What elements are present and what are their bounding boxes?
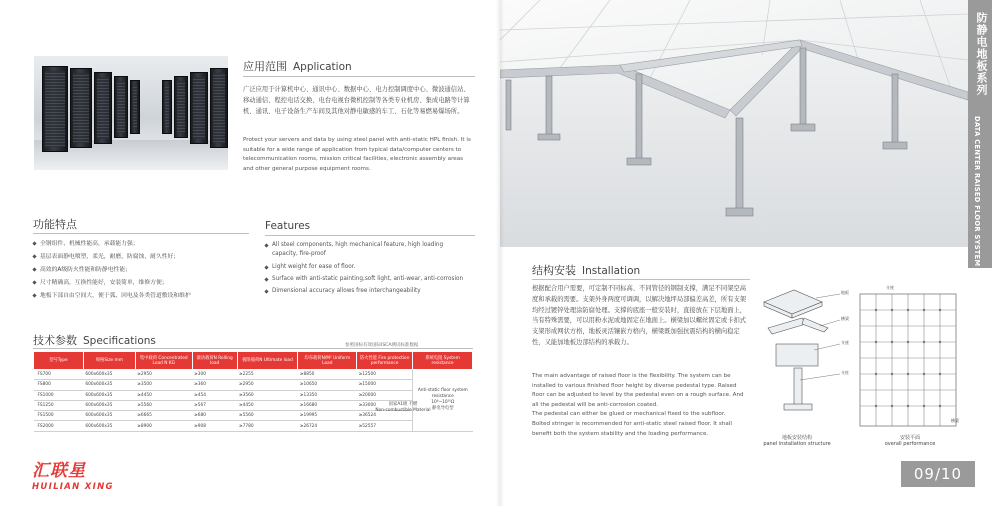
features-cn-heading xyxy=(33,216,77,232)
application-body-cn: 广泛应用于计算机中心、通讯中心、数据中心、电力控制调度中心、微波通信站、移动通信、程控电话交换、电台电视台微机控制等各类专业机房、集成电路等计算机、通讯、电子设备生产车间及其他对静电敏感的车工、石化等易燃易爆场所。 xyxy=(243,86,470,115)
logo-en: HUILIAN XING xyxy=(32,482,114,492)
application-divider xyxy=(243,76,475,77)
features-cn-item: 高效的A级防火性能和防静电性能； xyxy=(33,264,191,277)
page-gutter xyxy=(496,0,504,506)
caption-overall-layout: 安装平面 overall performance xyxy=(884,435,936,447)
installation-body-cn: 根据配合用户需要，可定制不同标高、不同管径的钢制支撑，满足不同架空高度和承载的需要。支架外身两度可调调，以解决地坪局部偏差高差，所有支架均经过镀锌处理涂防腐处理。支撑的底座一般安装时，直接放在下层地面上，当有特殊需要，可以用粉水泥或地固定在地面上。横梁加以螺丝固定或卡扣式支架形成网状方格，地板灵活镶嵌方格内，横梁既加强抗震结构的横向稳定性，又能加地板边部结构的承载力。 xyxy=(532,285,747,346)
features-en-item: Light weight for ease of floor. xyxy=(265,263,470,272)
installation-divider xyxy=(532,279,750,280)
label-overall-head: 支座 xyxy=(886,285,894,290)
features-en-item: All steel components, high mechanical feature, high loading capacity, fire-proof xyxy=(265,241,470,260)
installation-title-cn: 结构安装 xyxy=(532,264,576,277)
spec-header-cell: 防火性能 Fire protection performance xyxy=(357,352,413,370)
bullet-icon xyxy=(264,243,268,247)
series-title-en: DATA CENTER RAISED FLOOR SYSTEM xyxy=(973,116,981,267)
features-en-divider xyxy=(265,235,475,236)
specs-title-en: Specifications xyxy=(83,335,156,347)
application-title-en: Application xyxy=(293,61,352,73)
label-overall-beam: 横梁 xyxy=(951,418,959,423)
table-row: FS1500 600x600x35 ≥6665 ≥680 ≥5560 ≥19995 ≥36524 xyxy=(34,411,473,421)
panel-installation-diagram xyxy=(754,284,854,434)
specs-heading xyxy=(33,332,156,348)
logo-cn: 汇联星 xyxy=(32,461,86,481)
spec-header-cell: 滚动载荷N Rolling load xyxy=(192,352,237,370)
bullet-icon xyxy=(32,267,36,271)
fire-protection-cell: 国家A1级 不燃 Non-combustible Material xyxy=(375,402,431,413)
table-row: FS1250 600x600x35 ≥5560 ≥567 ≥4450 ≥16680 ≥33000 xyxy=(34,400,473,410)
bullet-icon xyxy=(32,254,36,258)
label-stringer: 横梁 xyxy=(841,316,849,321)
spec-table xyxy=(33,351,473,432)
bullet-icon xyxy=(32,241,36,245)
application-title-cn: 应用范围 xyxy=(243,60,287,73)
series-title-cn: 防静电地板系列 xyxy=(975,12,988,96)
series-side-band xyxy=(968,0,992,268)
spec-header-cell: 规格Size mm xyxy=(83,352,135,370)
installation-body-en: The main advantage of raised floor is the flexibility. The system can be installed to various finished floor height by diverse pedestal type. Raised floor can be adjusted to level by the pedestal even on a rough surface. And all the pedestal will be anti-corrosion coated. The pedestal can either be glued or mechanical fixed to the subfloor. Bolted stringer is recommended for anti-static steel raised floor. It shall benefit both the system stability and the loading performance. xyxy=(532,373,744,437)
server-room-photo xyxy=(34,56,228,170)
application-body-en: Protect your servers and data by using steel panel with anti-static HPL finish. It is suitable for a wide range of application from typical data/computer centers to telecommunication rooms, mission critical facilities, electronic assembly areas and other general purpose equipment rooms. xyxy=(243,137,471,172)
specs-note: 参照国标有效国际ISCA测试标准数据 xyxy=(345,343,419,348)
spec-header-cell: 集中载荷 Concentrated Load N KG xyxy=(135,352,192,370)
brand-logo xyxy=(32,456,114,492)
bullet-icon xyxy=(264,265,268,269)
label-pedestal: 支柱 xyxy=(841,370,849,375)
features-cn-item: 基层表面静电喷塑，柔光，耐磨，防腐蚀，耐久性好； xyxy=(33,251,191,264)
bullet-icon xyxy=(32,293,36,297)
installation-title-en: Installation xyxy=(582,265,641,277)
features-cn-item: 全钢组件、机械性能高，承载能力强； xyxy=(33,238,191,251)
spec-header-cell: 系统电阻 System resistance xyxy=(413,352,473,370)
table-row: FS700 600x600x35 ≥2950 ≥300 ≥2255 ≥8850 ≥12500 Anti-static floor system resistance 10⁶~10¹⁰Ω 静电导电型 xyxy=(34,370,473,380)
specs-title-cn: 技术参数 xyxy=(33,334,77,347)
features-en-item: Dimensional accuracy allows free interchangeability xyxy=(265,287,470,296)
bullet-icon xyxy=(264,277,268,281)
system-resistance-cell: Anti-static floor system resistance 10⁶~10¹⁰Ω 静电导电型 xyxy=(413,370,473,432)
features-cn-title: 功能特点 xyxy=(33,218,77,231)
table-row: FS800 600x600x35 ≥3500 ≥360 ≥2950 ≥10650 ≥15000 xyxy=(34,380,473,390)
features-cn-list xyxy=(33,238,191,303)
bullet-icon xyxy=(264,290,268,294)
table-row: FS1000 600x600x35 ≥4450 ≥454 ≥3560 ≥13350 ≥20000 xyxy=(34,390,473,400)
spec-header-row xyxy=(34,352,473,370)
spec-header-cell: 型号Type xyxy=(34,352,84,370)
spec-header-cell: 极限载荷N Ultimate load xyxy=(237,352,298,370)
features-en-list xyxy=(265,241,470,299)
overall-layout-diagram xyxy=(858,292,958,430)
installation-heading xyxy=(532,262,640,278)
application-heading xyxy=(243,58,352,74)
features-en-item: Surface with anti-static painting,soft light, anti-wear, anti-corrosion xyxy=(265,275,470,284)
label-pedestal-head: 支座 xyxy=(841,340,849,345)
spec-header-cell: 均布载荷N/M² Uniform Load xyxy=(298,352,357,370)
table-row: FS2000 600x600x35 ≥8900 ≥908 ≥7780 ≥26724 ≥52557 xyxy=(34,421,473,431)
features-cn-item: 尺寸精确高，互换性能好，安装简单，维修方便； xyxy=(33,277,191,290)
raised-floor-photo xyxy=(500,0,968,247)
features-en-title: Features xyxy=(265,220,311,232)
caption-panel-structure: 地板安装结构 panel installation structure xyxy=(763,435,831,447)
page-number: 09/10 xyxy=(901,461,975,487)
features-cn-item: 地板下部自由空间大，便于弧、回电及各类管道敷设和维护 xyxy=(33,290,191,303)
label-panel: 地板 xyxy=(841,290,849,295)
specs-divider xyxy=(33,348,473,349)
features-cn-divider xyxy=(33,233,249,234)
bullet-icon xyxy=(32,280,36,284)
features-en-heading xyxy=(265,219,310,232)
